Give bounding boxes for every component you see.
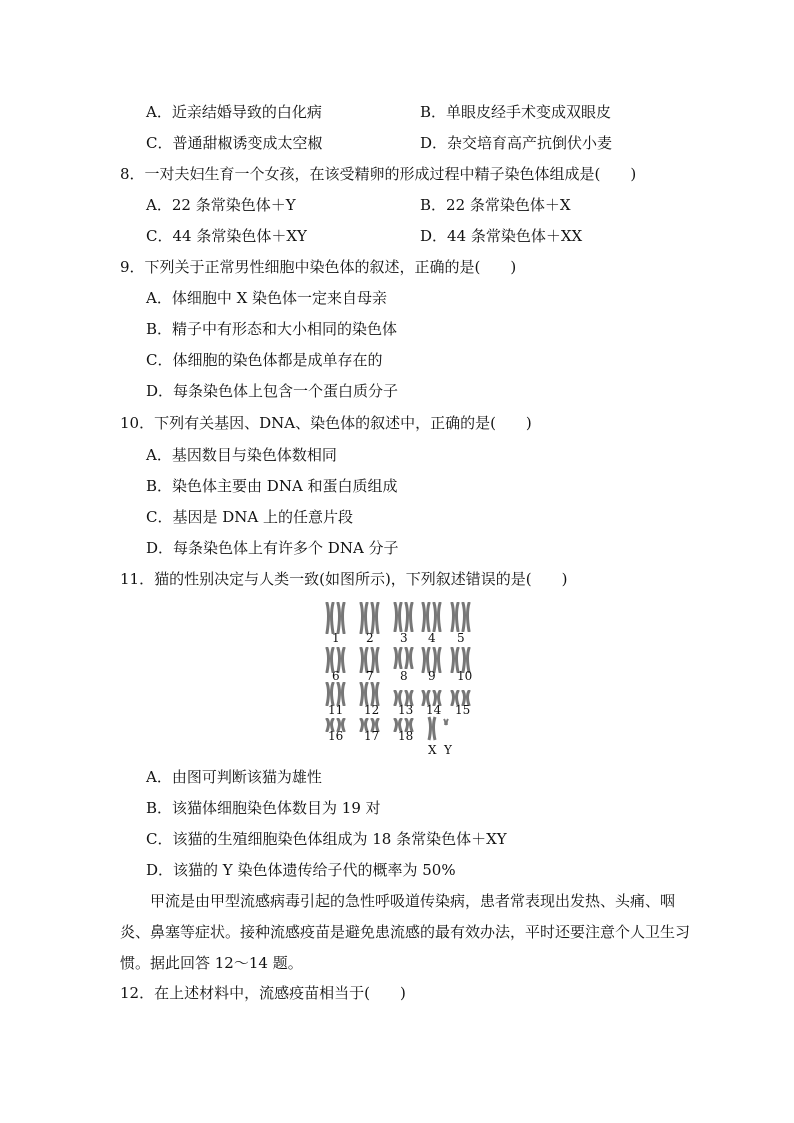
q9-option-d: D．每条染色体上包含一个蛋白质分子	[146, 382, 399, 400]
karyotype-label: 6	[332, 669, 340, 683]
chromosome-pair-icon	[393, 602, 415, 632]
q9-option-a: A．体细胞中 X 染色体一定来自母亲	[146, 289, 388, 307]
sex-chromosome-icon	[423, 716, 453, 742]
karyotype-label: 13	[398, 703, 414, 717]
q7-option-d: D．杂交培育高产抗倒伏小麦	[420, 134, 613, 152]
q9-option-c: C．体细胞的染色体都是成单存在的	[146, 351, 383, 369]
karyotype-label: 8	[400, 669, 408, 683]
q8-option-b: B．22 条常染色体＋X	[420, 196, 571, 214]
cat-karyotype-figure	[318, 600, 488, 760]
q8-stem: 8．一对夫妇生育一个女孩，在该受精卵的形成过程中精子染色体组成是( )	[120, 165, 637, 183]
karyotype-label: 4	[428, 631, 436, 645]
karyotype-label: 17	[364, 729, 380, 743]
karyotype-label: Y	[444, 743, 452, 757]
chromosome-pair-icon	[325, 602, 347, 634]
karyotype-label: 9	[428, 669, 436, 683]
q8-option-a: A．22 条常染色体＋Y	[146, 196, 296, 214]
q11-option-d: D．该猫的 Y 染色体遗传给子代的概率为 50%	[146, 861, 456, 879]
q10-option-d: D．每条染色体上有许多个 DNA 分子	[146, 539, 399, 557]
karyotype-label: 10	[457, 669, 473, 683]
q11-option-c: C．该猫的生殖细胞染色体组成为 18 条常染色体＋XY	[146, 830, 507, 848]
flu-passage: 甲流是由甲型流感病毒引起的急性呼吸道传染病，患者常表现出发热、头痛、咽炎、鼻塞等症状。接种流感疫苗是避免患流感的最有效办法，平时还要注意个人卫生习惯。据此回答 12～14 题。	[120, 892, 691, 972]
q9-option-b: B．精子中有形态和大小相同的染色体	[146, 320, 398, 338]
karyotype-label: 12	[364, 703, 380, 717]
chromosome-pair-icon	[421, 602, 443, 632]
karyotype-label: 3	[400, 631, 408, 645]
q8-option-d: D．44 条常染色体＋XX	[420, 227, 583, 245]
karyotype-label: 2	[366, 631, 374, 645]
karyotype-label: 14	[426, 703, 442, 717]
q10-stem: 10．下列有关基因、DNA、染色体的叙述中，正确的是( )	[120, 414, 532, 432]
karyotype-label: 15	[455, 703, 471, 717]
q7-option-b: B．单眼皮经手术变成双眼皮	[420, 103, 612, 121]
karyotype-label: 5	[457, 631, 465, 645]
karyotype-label: 11	[328, 703, 344, 717]
q8-option-c: C．44 条常染色体＋XY	[146, 227, 307, 245]
chromosome-pair-icon	[359, 602, 381, 634]
q11-stem: 11．猫的性别决定与人类一致(如图所示)，下列叙述错误的是( )	[120, 570, 568, 588]
q7-option-a: A．近亲结婚导致的白化病	[146, 103, 322, 121]
q11-option-b: B．该猫体细胞染色体数目为 19 对	[146, 799, 381, 817]
chromosome-pair-icon	[450, 602, 472, 632]
karyotype-label: 16	[328, 729, 344, 743]
q9-stem: 9．下列关于正常男性细胞中染色体的叙述，正确的是( )	[120, 258, 517, 276]
q10-option-b: B．染色体主要由 DNA 和蛋白质组成	[146, 477, 398, 495]
karyotype-label: X	[428, 743, 437, 757]
q7-option-c: C．普通甜椒诱变成太空椒	[146, 134, 323, 152]
chromosome-pair-icon	[393, 647, 415, 669]
q10-option-c: C．基因是 DNA 上的任意片段	[146, 508, 353, 526]
q12-stem: 12．在上述材料中，流感疫苗相当于( )	[120, 984, 406, 1002]
q11-option-a: A．由图可判断该猫为雄性	[146, 768, 322, 786]
karyotype-label: 1	[332, 631, 340, 645]
q10-option-a: A．基因数目与染色体数相同	[146, 446, 337, 464]
karyotype-label: 7	[366, 669, 374, 683]
karyotype-label: 18	[398, 729, 414, 743]
